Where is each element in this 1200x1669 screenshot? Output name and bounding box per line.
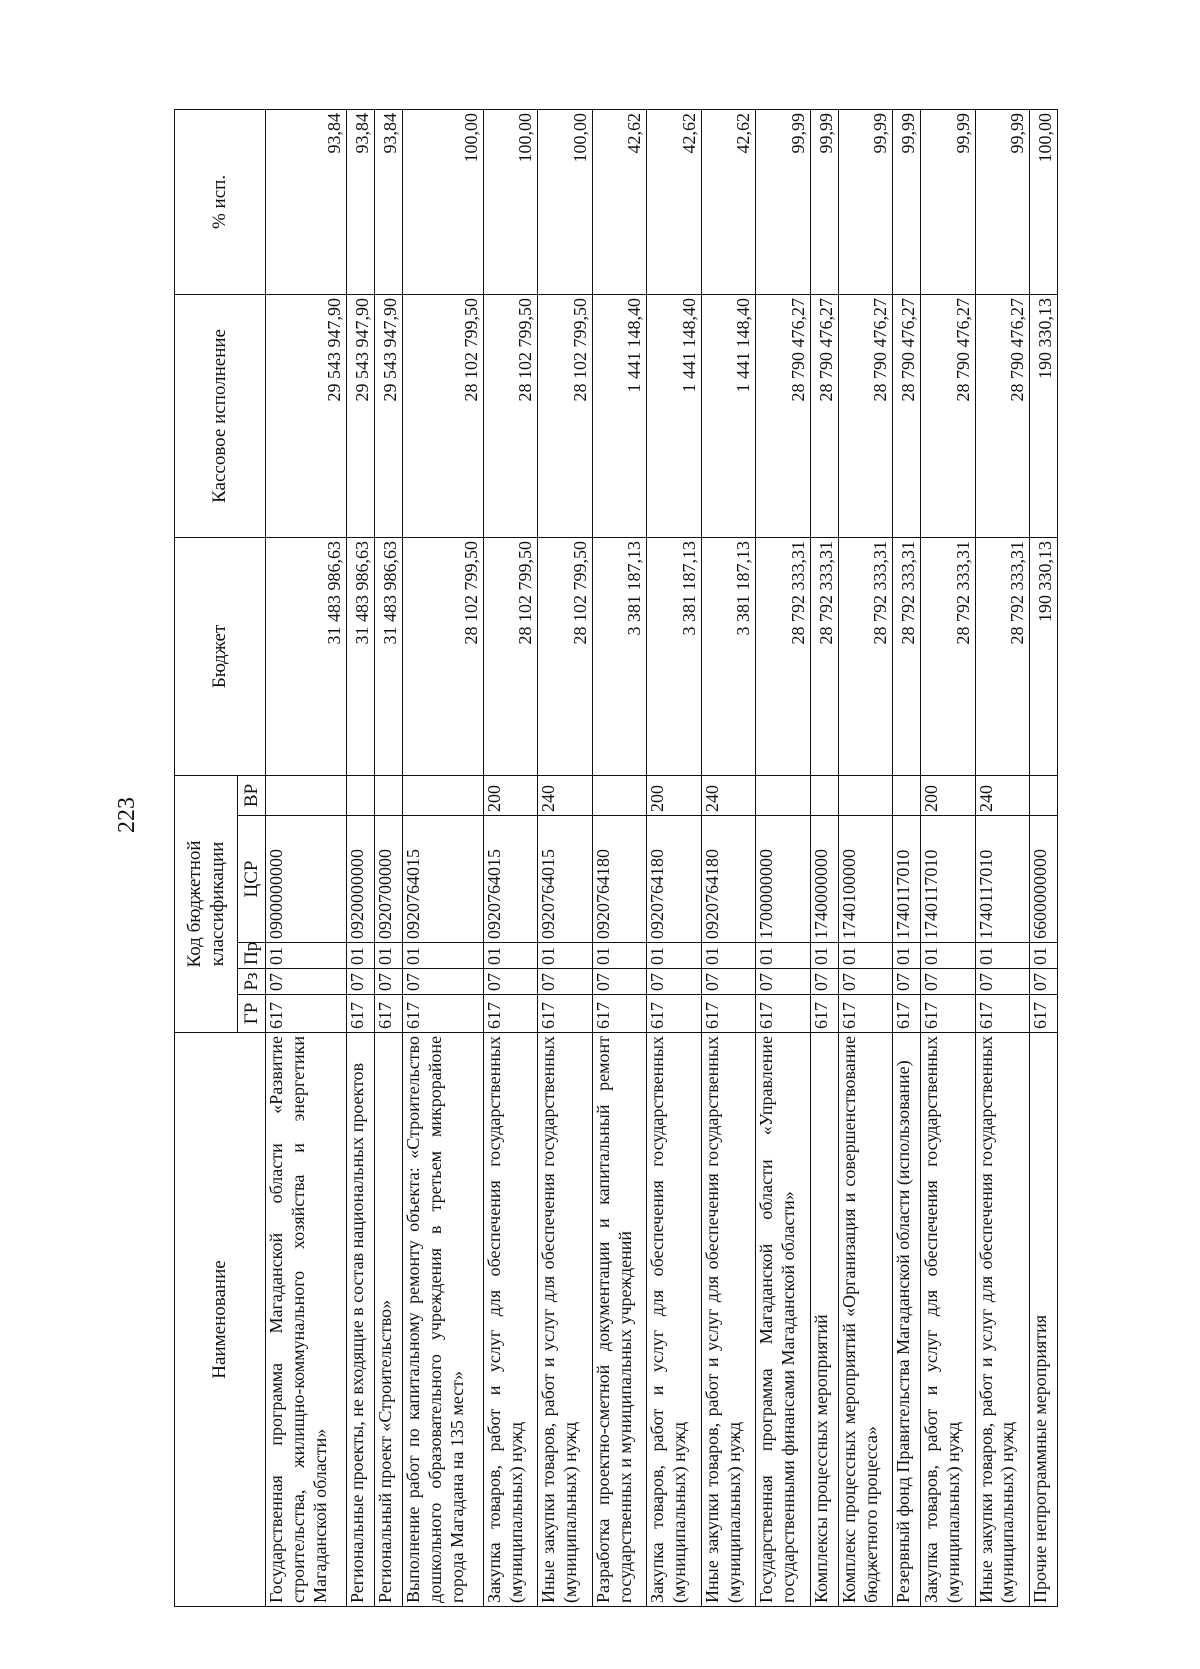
header-vr: ВР: [238, 775, 266, 815]
table-row: [374, 109, 402, 1606]
cell-budget: 28 102 799,50: [402, 537, 483, 775]
cell-rz: 07: [1029, 969, 1057, 995]
cell-cash: 28 790 476,27: [838, 294, 892, 537]
cell-gr: 617: [921, 995, 975, 1033]
cell-gr: 617: [592, 995, 646, 1033]
cell-pr: 01: [374, 943, 402, 969]
cell-budget: 28 792 333,31: [893, 537, 921, 775]
cell-name: Закупка товаров, работ и услуг для обеспечения государственных (муниципальных) нужд: [921, 1033, 975, 1607]
cell-csr: 1740000000: [810, 816, 838, 943]
cell-csr: 0920000000: [347, 816, 375, 943]
cell-vr: [266, 775, 347, 815]
cell-gr: 617: [756, 995, 810, 1033]
table-row: [347, 109, 375, 1606]
cell-pct: 42,62: [592, 109, 646, 294]
cell-gr: 617: [1029, 995, 1057, 1033]
cell-vr: [756, 775, 810, 815]
cell-pr: 01: [266, 943, 347, 969]
cell-name: Комплекс процессных мероприятий «Организация и совершенствование бюджетного процесса»: [838, 1033, 892, 1607]
cell-pct: 100,00: [1029, 109, 1057, 294]
cell-name: Иные закупки товаров, работ и услуг для обеспечения государственных (муниципальных) нужд: [701, 1033, 755, 1607]
cell-vr: [374, 775, 402, 815]
table-row: [402, 109, 483, 1606]
cell-cash: 29 543 947,90: [266, 294, 347, 537]
table-row: [756, 109, 810, 1606]
cell-cash: 28 790 476,27: [893, 294, 921, 537]
cell-rz: 07: [756, 969, 810, 995]
cell-rz: 07: [838, 969, 892, 995]
header-pct: % исп.: [175, 109, 266, 294]
cell-pct: 99,99: [893, 109, 921, 294]
cell-pr: 01: [538, 943, 592, 969]
cell-rz: 07: [921, 969, 975, 995]
cell-rz: 07: [483, 969, 537, 995]
cell-cash: 28 790 476,27: [756, 294, 810, 537]
cell-name: Выполнение работ по капитальному ремонту объекта: «Строительство дошкольного образовательного учреждения в третьем микрорайоне города Магадана на 135 мест»: [402, 1033, 483, 1607]
cell-gr: 617: [838, 995, 892, 1033]
cell-csr: 1740117010: [975, 816, 1029, 943]
cell-csr: 0920764015: [402, 816, 483, 943]
cell-rz: 07: [701, 969, 755, 995]
cell-vr: [1029, 775, 1057, 815]
cell-rz: 07: [347, 969, 375, 995]
cell-pr: 01: [756, 943, 810, 969]
cell-csr: 6600000000: [1029, 816, 1057, 943]
header-name: Наименование: [175, 1033, 266, 1607]
cell-rz: 07: [374, 969, 402, 995]
budget-table: [174, 109, 1058, 1607]
header-pr: Пр: [238, 943, 266, 969]
header-gr: ГР: [238, 995, 266, 1033]
cell-budget: 28 792 333,31: [921, 537, 975, 775]
cell-gr: 617: [647, 995, 701, 1033]
cell-vr: [347, 775, 375, 815]
cell-csr: 1700000000: [756, 816, 810, 943]
cell-vr: [592, 775, 646, 815]
table-row: [921, 109, 975, 1606]
cell-csr: 0920764180: [592, 816, 646, 943]
cell-name: Закупка товаров, работ и услуг для обеспечения государственных (муниципальных) нужд: [647, 1033, 701, 1607]
cell-gr: 617: [538, 995, 592, 1033]
cell-pr: 01: [921, 943, 975, 969]
cell-pct: 99,99: [810, 109, 838, 294]
cell-pct: 100,00: [483, 109, 537, 294]
cell-pct: 99,99: [921, 109, 975, 294]
cell-csr: 0920764015: [483, 816, 537, 943]
cell-rz: 07: [592, 969, 646, 995]
header-budget: Бюджет: [175, 537, 266, 775]
cell-csr: 0920764180: [701, 816, 755, 943]
cell-pr: 01: [347, 943, 375, 969]
cell-rz: 07: [402, 969, 483, 995]
cell-budget: 28 102 799,50: [483, 537, 537, 775]
cell-rz: 07: [810, 969, 838, 995]
cell-csr: 0920764015: [538, 816, 592, 943]
cell-name: Государственная программа Магаданской области «Развитие строительства, жилищно-коммунального хозяйства и энергетики Магаданской области»: [266, 1033, 347, 1607]
cell-gr: 617: [810, 995, 838, 1033]
cell-pct: 100,00: [402, 109, 483, 294]
cell-vr: 200: [483, 775, 537, 815]
cell-cash: 29 543 947,90: [347, 294, 375, 537]
table-row: [810, 109, 838, 1606]
cell-pct: 42,62: [647, 109, 701, 294]
cell-vr: 240: [538, 775, 592, 815]
cell-pr: 01: [402, 943, 483, 969]
table-row: [975, 109, 1029, 1606]
cell-rz: 07: [538, 969, 592, 995]
cell-name: Резервный фонд Правительства Магаданской области (использование): [893, 1033, 921, 1607]
cell-csr: 1740117010: [921, 816, 975, 943]
cell-pct: 93,84: [266, 109, 347, 294]
cell-cash: 28 790 476,27: [975, 294, 1029, 537]
header-csr: ЦСР: [238, 816, 266, 943]
cell-name: Иные закупки товаров, работ и услуг для обеспечения государственных (муниципальных) нужд: [975, 1033, 1029, 1607]
header-code-group: Код бюджетной классификации: [175, 775, 238, 1032]
cell-cash: 1 441 148,40: [647, 294, 701, 537]
cell-gr: 617: [374, 995, 402, 1033]
table-row: [647, 109, 701, 1606]
cell-pr: 01: [701, 943, 755, 969]
header-cash: Кассовое исполнение: [175, 294, 266, 537]
cell-pct: 42,62: [701, 109, 755, 294]
table-row: [893, 109, 921, 1606]
cell-pr: 01: [483, 943, 537, 969]
table-row: [483, 109, 537, 1606]
cell-cash: 190 330,13: [1029, 294, 1057, 537]
cell-csr: 1740117010: [893, 816, 921, 943]
table-row: [838, 109, 892, 1606]
cell-pr: 01: [838, 943, 892, 969]
cell-cash: 28 790 476,27: [810, 294, 838, 537]
cell-gr: 617: [701, 995, 755, 1033]
cell-name: Комплексы процессных мероприятий: [810, 1033, 838, 1607]
cell-name: Региональный проект «Строительство»: [374, 1033, 402, 1607]
cell-pct: 93,84: [374, 109, 402, 294]
cell-pr: 01: [893, 943, 921, 969]
cell-pct: 99,99: [756, 109, 810, 294]
cell-budget: 3 381 187,13: [647, 537, 701, 775]
cell-budget: 190 330,13: [1029, 537, 1057, 775]
table-body: [266, 109, 1058, 1606]
cell-gr: 617: [402, 995, 483, 1033]
cell-vr: [893, 775, 921, 815]
cell-cash: 28 102 799,50: [402, 294, 483, 537]
cell-vr: [810, 775, 838, 815]
cell-name: Прочие непрограммные мероприятия: [1029, 1033, 1057, 1607]
cell-rz: 07: [893, 969, 921, 995]
cell-vr: 240: [701, 775, 755, 815]
cell-budget: 31 483 986,63: [374, 537, 402, 775]
cell-budget: 3 381 187,13: [592, 537, 646, 775]
cell-vr: [402, 775, 483, 815]
cell-pr: 01: [975, 943, 1029, 969]
cell-rz: 07: [647, 969, 701, 995]
cell-name: Государственная программа Магаданской области «Управление государственными финансами Магаданской области»: [756, 1033, 810, 1607]
cell-cash: 1 441 148,40: [592, 294, 646, 537]
cell-cash: 1 441 148,40: [701, 294, 755, 537]
cell-csr: 0920700000: [374, 816, 402, 943]
cell-cash: 29 543 947,90: [374, 294, 402, 537]
cell-csr: 0920764180: [647, 816, 701, 943]
cell-pct: 93,84: [347, 109, 375, 294]
cell-budget: 28 792 333,31: [810, 537, 838, 775]
table-row: [592, 109, 646, 1606]
cell-gr: 617: [266, 995, 347, 1033]
cell-csr: 1740100000: [838, 816, 892, 943]
cell-pr: 01: [647, 943, 701, 969]
cell-csr: 0900000000: [266, 816, 347, 943]
cell-budget: 3 381 187,13: [701, 537, 755, 775]
cell-budget: 28 792 333,31: [975, 537, 1029, 775]
cell-pct: 99,99: [975, 109, 1029, 294]
rotated-table-wrapper: [174, 110, 1058, 1607]
cell-budget: 28 792 333,31: [756, 537, 810, 775]
cell-rz: 07: [266, 969, 347, 995]
page-number: 223: [114, 797, 140, 833]
cell-vr: [838, 775, 892, 815]
cell-budget: 28 792 333,31: [838, 537, 892, 775]
cell-pct: 99,99: [838, 109, 892, 294]
cell-cash: 28 790 476,27: [921, 294, 975, 537]
cell-budget: 31 483 986,63: [347, 537, 375, 775]
cell-budget: 28 102 799,50: [538, 537, 592, 775]
cell-rz: 07: [975, 969, 1029, 995]
cell-name: Иные закупки товаров, работ и услуг для обеспечения государственных (муниципальных) нужд: [538, 1033, 592, 1607]
cell-cash: 28 102 799,50: [538, 294, 592, 537]
cell-pr: 01: [810, 943, 838, 969]
cell-pr: 01: [592, 943, 646, 969]
cell-vr: 200: [921, 775, 975, 815]
table-row: [1029, 109, 1057, 1606]
cell-name: Разработка проектно-сметной документации и капитальный ремонт государственных и муниципальных учреждений: [592, 1033, 646, 1607]
header-rz: Рз: [238, 969, 266, 995]
cell-gr: 617: [893, 995, 921, 1033]
table-row: [538, 109, 592, 1606]
cell-name: Региональные проекты, не входящие в состав национальных проектов: [347, 1033, 375, 1607]
cell-vr: 200: [647, 775, 701, 815]
cell-pct: 100,00: [538, 109, 592, 294]
cell-vr: 240: [975, 775, 1029, 815]
cell-gr: 617: [347, 995, 375, 1033]
cell-budget: 31 483 986,63: [266, 537, 347, 775]
cell-cash: 28 102 799,50: [483, 294, 537, 537]
cell-gr: 617: [975, 995, 1029, 1033]
cell-name: Закупка товаров, работ и услуг для обеспечения государственных (муниципальных) нужд: [483, 1033, 537, 1607]
cell-pr: 01: [1029, 943, 1057, 969]
table-row: [701, 109, 755, 1606]
table-row: [266, 109, 347, 1606]
cell-gr: 617: [483, 995, 537, 1033]
